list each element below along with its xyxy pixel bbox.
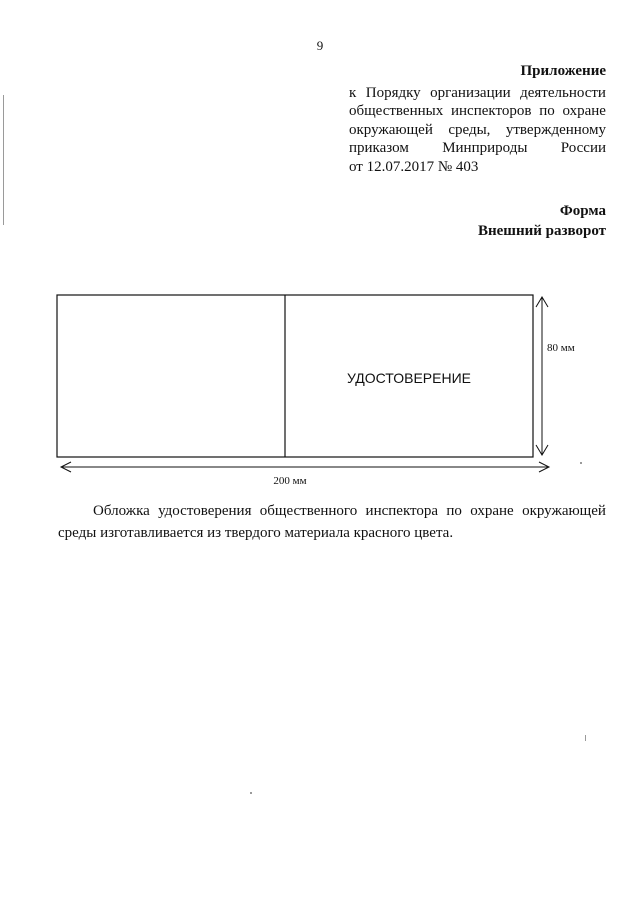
width-label: 200 мм <box>273 475 307 487</box>
appendix-word: инспекторов <box>450 103 532 119</box>
scan-mark <box>580 462 582 464</box>
width-arrow-right-icon <box>539 462 549 472</box>
scan-mark <box>3 95 4 225</box>
scan-mark <box>585 735 586 741</box>
note-line: среды изготавливается из твердого материала красного цвета. <box>58 525 454 541</box>
height-label: 80 мм <box>547 342 575 354</box>
appendix-word: приказом <box>349 140 409 156</box>
appendix-order-date: от 12.07.2017 № 403 <box>349 158 479 175</box>
height-arrow-bottom-icon <box>536 445 548 455</box>
note-word: Обложка <box>93 503 150 519</box>
appendix-title: Приложение <box>520 63 606 79</box>
cover-note <box>58 500 606 544</box>
appendix-word: к <box>349 84 357 101</box>
note-word: окружающей <box>522 503 606 519</box>
appendix-word: Порядку <box>365 84 421 101</box>
width-arrow-left-icon <box>61 462 71 472</box>
note-word: охране <box>470 503 514 519</box>
note-word: инспектора <box>365 503 439 519</box>
form-label: Форма <box>559 203 606 219</box>
appendix-line <box>349 158 606 177</box>
appendix-word: деятельности <box>520 84 606 101</box>
appendix-line <box>349 121 606 140</box>
form-heading <box>478 201 606 241</box>
cover-outline <box>57 295 533 457</box>
note-word: общественного <box>259 503 358 519</box>
appendix-line <box>349 84 606 103</box>
appendix-block <box>349 62 606 176</box>
appendix-word: организации <box>430 84 511 101</box>
scan-mark <box>250 792 252 794</box>
appendix-word: среды, <box>448 121 491 138</box>
appendix-line <box>349 139 606 158</box>
appendix-word: охране <box>562 103 606 119</box>
cover-label: УДОСТОВЕРЕНИЕ <box>347 370 471 386</box>
page-number: 9 <box>316 38 324 53</box>
appendix-word: Минприроды <box>442 140 528 156</box>
appendix-word: окружающей <box>349 121 433 138</box>
form-subtitle: Внешний разворот <box>477 223 606 239</box>
appendix-word: по <box>539 103 555 119</box>
height-arrow-top-icon <box>536 297 548 307</box>
note-word: по <box>446 503 462 519</box>
appendix-line <box>349 102 606 121</box>
appendix-word: России <box>560 140 606 156</box>
note-word: удостоверения <box>158 503 252 519</box>
appendix-word: общественных <box>349 103 444 119</box>
appendix-word: утвержденному <box>505 121 606 138</box>
note-line <box>58 500 606 522</box>
